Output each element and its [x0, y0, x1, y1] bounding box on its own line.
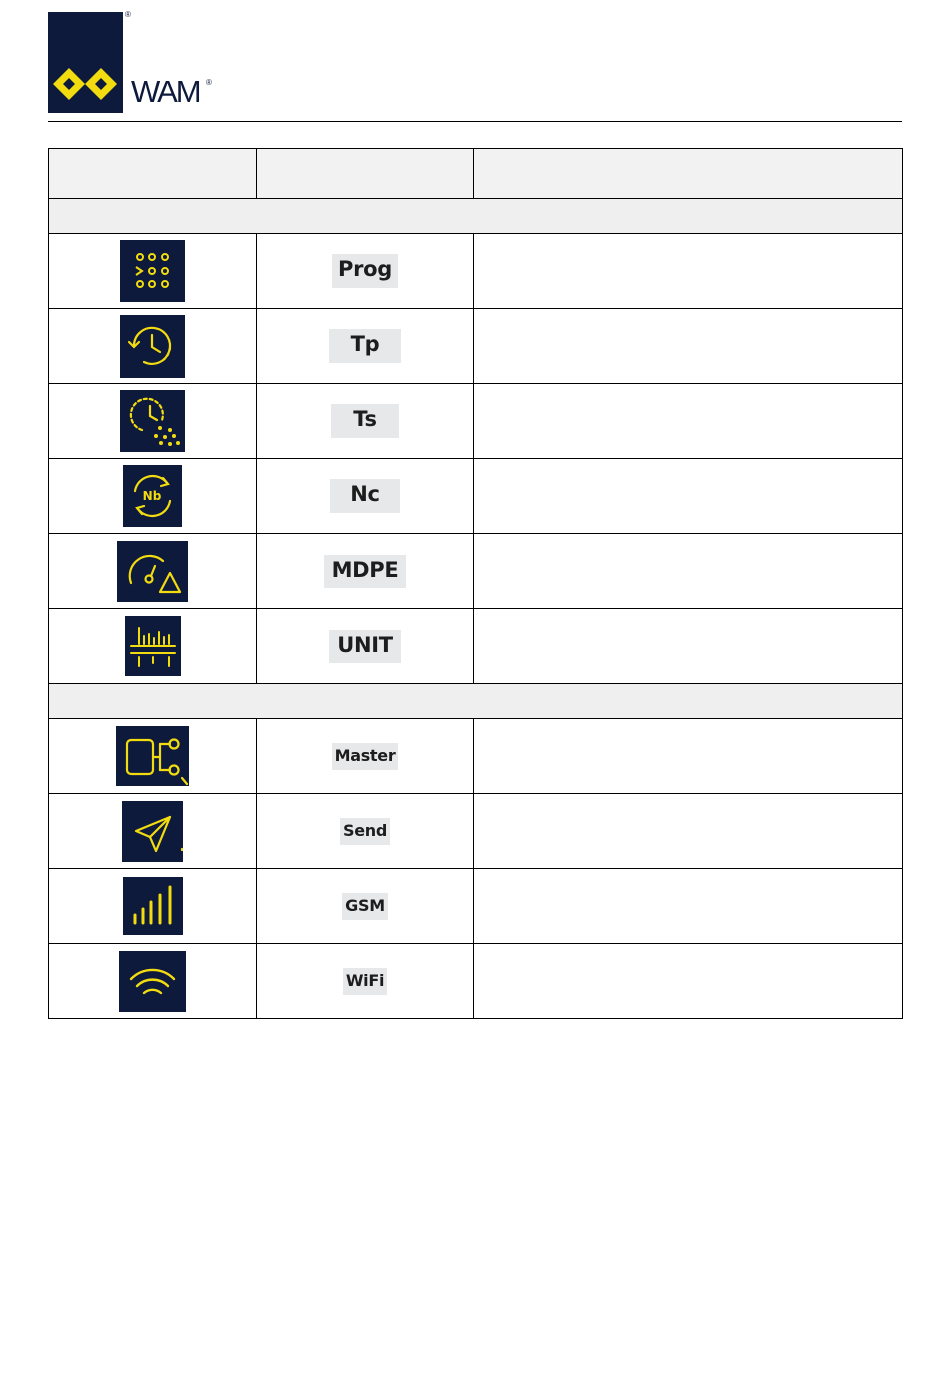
label-cell — [257, 794, 474, 869]
table-row — [49, 534, 903, 609]
registered-mark: ® — [206, 78, 212, 87]
description-cell — [474, 309, 903, 384]
section-header-row — [49, 199, 903, 234]
icon-cell — [49, 309, 257, 384]
description-cell — [474, 794, 903, 869]
table-row — [49, 944, 903, 1019]
description-cell — [474, 944, 903, 1019]
registered-mark: ® — [125, 10, 131, 19]
parameter-label: Prog — [332, 254, 398, 288]
wam-logo — [48, 12, 218, 114]
label-cell — [257, 719, 474, 794]
parameter-label: Ts — [331, 404, 398, 438]
svg-text:Nb: Nb — [142, 489, 162, 503]
master-node-icon — [116, 726, 189, 786]
wifi-icon — [119, 951, 186, 1012]
description-cell — [474, 234, 903, 309]
icon-cell — [49, 719, 257, 794]
icon-cell — [49, 384, 257, 459]
parameter-label: Tp — [329, 329, 402, 363]
unit-filter-bars-icon — [125, 616, 181, 676]
parameter-label: Master — [332, 743, 399, 770]
icon-cell — [49, 459, 257, 534]
description-cell — [474, 384, 903, 459]
parameter-label: MDPE — [324, 555, 407, 588]
label-cell — [257, 534, 474, 609]
section-title — [49, 199, 903, 234]
label-cell — [257, 309, 474, 384]
table-row — [49, 869, 903, 944]
header-divider — [48, 121, 902, 122]
parameter-label: UNIT — [329, 630, 401, 663]
table-row — [49, 234, 903, 309]
label-cell — [257, 234, 474, 309]
table-row — [49, 609, 903, 684]
table-row — [49, 719, 903, 794]
icon-cell — [49, 534, 257, 609]
table-row — [49, 309, 903, 384]
section-header-row — [49, 684, 903, 719]
header-label-column — [257, 149, 474, 199]
parameter-label: Send — [340, 818, 390, 845]
description-cell — [474, 609, 903, 684]
pressure-gauge-alarm-icon — [117, 541, 188, 602]
label-cell — [257, 869, 474, 944]
cycle-count-icon — [123, 465, 182, 527]
parameter-label: Nc — [330, 479, 399, 513]
label-cell — [257, 609, 474, 684]
label-cell — [257, 459, 474, 534]
shake-time-clock-icon — [120, 390, 185, 452]
description-cell — [474, 534, 903, 609]
table-row — [49, 794, 903, 869]
table-header-row — [49, 149, 903, 199]
icon-cell — [49, 869, 257, 944]
parameter-label: WiFi — [343, 968, 387, 995]
wam-logo-square — [48, 12, 123, 113]
table-row — [49, 384, 903, 459]
wam-diamond-mark-icon — [48, 12, 123, 113]
section-title — [49, 684, 903, 719]
icon-cell — [49, 944, 257, 1019]
label-cell — [257, 944, 474, 1019]
wam-wordmark: WAM — [131, 74, 200, 109]
parameter-label: GSM — [342, 893, 388, 920]
parameters-table — [48, 148, 903, 1019]
send-paper-plane-icon — [122, 801, 183, 862]
pause-time-clock-icon — [120, 315, 185, 378]
keypad-grid-icon — [120, 240, 185, 302]
gsm-signal-bars-icon — [123, 877, 183, 935]
header-icon-column — [49, 149, 257, 199]
description-cell — [474, 719, 903, 794]
description-cell — [474, 459, 903, 534]
icon-cell — [49, 234, 257, 309]
description-cell — [474, 869, 903, 944]
table-row — [49, 459, 903, 534]
icon-cell — [49, 609, 257, 684]
label-cell — [257, 384, 474, 459]
header-description-column — [474, 149, 903, 199]
icon-cell — [49, 794, 257, 869]
